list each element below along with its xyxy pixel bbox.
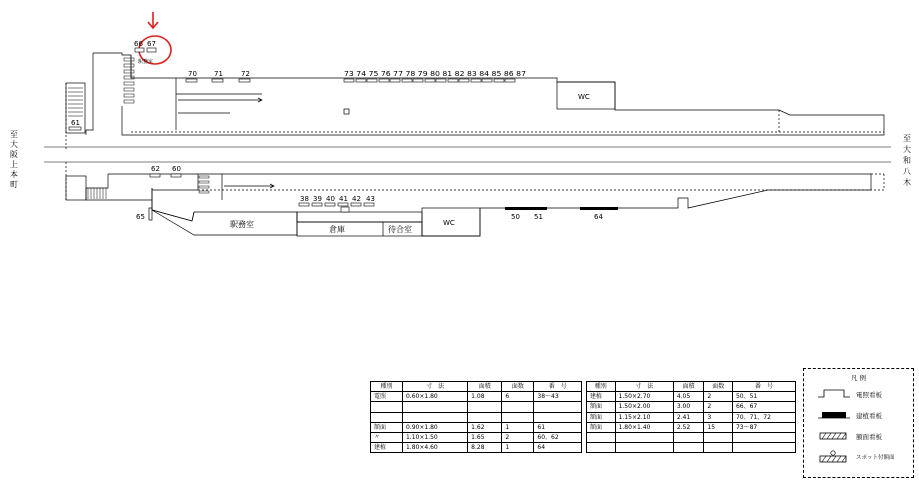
legend-label: スポット付額面 (856, 455, 895, 461)
table-cell: 73～87 (732, 422, 795, 432)
legend-label: 電照看板 (856, 391, 882, 399)
table-row (371, 432, 582, 442)
sign-label-50: 50 (511, 213, 520, 221)
table-header: 種別 (371, 382, 403, 392)
wc-lower-label: WC (443, 219, 455, 227)
direction-left-char-0: 至 (10, 130, 18, 139)
direction-left-char-5: 町 (10, 180, 18, 189)
table-cell: 50、51 (732, 392, 795, 402)
table-row (587, 412, 796, 422)
table-cell: 38～43 (534, 392, 582, 402)
table-cell (371, 412, 403, 422)
table-cell: 1.10×1.50 (402, 432, 467, 442)
direction-right-char-1: 大 (903, 145, 911, 154)
legend-item-built (816, 408, 911, 422)
legend-box (803, 368, 914, 478)
table-cell: 4.05 (673, 392, 704, 402)
storage-label: 倉庫 (329, 225, 345, 234)
illuminated-sign-icon (816, 387, 852, 399)
table-cell: 1 (502, 443, 534, 453)
table-cell: 1.80×4.60 (402, 443, 467, 453)
table-cell: 61 (534, 422, 582, 432)
sign-label-43: 43 (366, 195, 375, 203)
sign-label-72: 72 (241, 70, 250, 78)
legend-item-illuminated (816, 387, 911, 401)
sign-label-40: 40 (326, 195, 335, 203)
table-cell (704, 432, 733, 442)
spot-framed-sign-icon (816, 450, 852, 464)
table-cell: 64 (534, 443, 582, 453)
table-cell (587, 432, 616, 442)
legend-item-spot (816, 450, 911, 464)
built-sign-icon (816, 408, 852, 420)
direction-left-char-2: 阪 (10, 150, 18, 159)
table-cell: 3.00 (673, 402, 704, 412)
sign-label-73-87: 73 74 75 76 77 78 79 80 81 82 83 84 85 86 87 (344, 70, 526, 78)
upper-signboards (69, 48, 515, 130)
framed-sign-icon (816, 429, 852, 441)
table-header: 面数 (502, 382, 534, 392)
table-cell (587, 443, 616, 453)
legend-label: 建植看板 (856, 412, 882, 420)
table-cell: 額面 (587, 402, 616, 412)
sign-label-38: 38 (300, 195, 309, 203)
table-cell (502, 402, 534, 412)
direction-right (903, 134, 911, 187)
sign-label-42: 42 (352, 195, 361, 203)
table-row (587, 402, 796, 412)
table-cell: 60、62 (534, 432, 582, 442)
sign-label-67: 67 (147, 40, 156, 48)
table-row (371, 392, 582, 402)
table-header-row (587, 382, 796, 392)
table-cell: 1.65 (468, 432, 502, 442)
table-row (587, 432, 796, 442)
table-cell (502, 412, 534, 422)
table-cell: 電照 (371, 392, 403, 402)
table-cell: 建植 (371, 443, 403, 453)
table-cell: 2.52 (673, 422, 704, 432)
table-cell: 6 (502, 392, 534, 402)
sign-table-left (370, 381, 582, 453)
table-row (371, 422, 582, 432)
table-cell: 1.50×2.70 (615, 392, 673, 402)
sign-label-41: 41 (339, 195, 348, 203)
lower-stairs (88, 176, 209, 199)
table-header: 種別 (587, 382, 616, 392)
direction-right-char-3: 八 (903, 167, 911, 176)
table-cell (615, 432, 673, 442)
table-row (371, 443, 582, 453)
table-cell: 0.60×1.80 (402, 392, 467, 402)
table-cell (673, 432, 704, 442)
station-office-small-label: 駅務室 (138, 59, 154, 65)
table-cell: 1.08 (468, 392, 502, 402)
table-row (587, 422, 796, 432)
table-header: 面数 (704, 382, 733, 392)
table-row (587, 443, 796, 453)
wc-upper-label: WC (578, 93, 590, 101)
table-cell (468, 402, 502, 412)
table-cell: 0.90×1.80 (402, 422, 467, 432)
direction-left-char-4: 本 (10, 170, 18, 179)
table-cell: 2 (704, 402, 733, 412)
table-header: 寸 法 (402, 382, 467, 392)
sign-label-64: 64 (594, 213, 603, 221)
table-cell: 額面 (587, 412, 616, 422)
table-cell (402, 402, 467, 412)
waiting-room-label: 待合室 (388, 225, 412, 234)
sign-label-39: 39 (313, 195, 322, 203)
table-row (371, 402, 582, 412)
sign-label-65: 65 (136, 213, 145, 221)
table-cell: 2 (704, 392, 733, 402)
sign-label-51: 51 (534, 213, 543, 221)
table-cell: 1.50×2.00 (615, 402, 673, 412)
table-cell (534, 412, 582, 422)
upper-stairs (68, 58, 134, 116)
table-cell: 建植 (587, 392, 616, 402)
sign-label-62: 62 (151, 165, 160, 173)
table-row (587, 392, 796, 402)
upper-platform (66, 53, 884, 150)
direction-left-char-1: 大 (10, 140, 18, 149)
table-cell: 額面 (587, 422, 616, 432)
table-cell: 8.28 (468, 443, 502, 453)
table-cell (534, 402, 582, 412)
table-header-row (371, 382, 582, 392)
station-office-label: 駅務室 (230, 220, 254, 229)
table-cell (371, 402, 403, 412)
legend-label: 額面看板 (856, 433, 882, 441)
direction-right-char-4: 木 (903, 178, 911, 187)
sign-label-66: 66 (134, 40, 143, 48)
direction-left-char-3: 上 (10, 160, 18, 169)
highlight-marker (139, 12, 171, 64)
lower-built-signs (505, 207, 618, 210)
sign-label-61: 61 (71, 119, 80, 127)
table-header: 番 号 (534, 382, 582, 392)
table-cell: 1.62 (468, 422, 502, 432)
table-header: 面積 (468, 382, 502, 392)
table-cell (615, 443, 673, 453)
sign-label-71: 71 (214, 70, 223, 78)
table-header: 寸 法 (615, 382, 673, 392)
table-cell: 1 (502, 422, 534, 432)
sign-label-60: 60 (172, 165, 181, 173)
table-cell (732, 432, 795, 442)
sign-table-right (586, 381, 796, 453)
table-cell: 1.80×1.40 (615, 422, 673, 432)
lower-platform (66, 162, 884, 236)
table-cell (673, 443, 704, 453)
table-cell: 〃 (371, 432, 403, 442)
direction-left (10, 130, 18, 189)
table-cell: 2 (502, 432, 534, 442)
table-cell: 66、67 (732, 402, 795, 412)
legend-title: 凡 例 (850, 374, 867, 382)
legend-item-framed (816, 429, 911, 443)
table-header: 番 号 (732, 382, 795, 392)
sign-label-70: 70 (188, 70, 197, 78)
table-cell: 2.41 (673, 412, 704, 422)
table-cell: 額面 (371, 422, 403, 432)
track-lines (44, 147, 891, 162)
table-cell (732, 443, 795, 453)
table-cell (468, 412, 502, 422)
table-cell: 15 (704, 422, 733, 432)
table-cell (704, 443, 733, 453)
table-cell: 70、71、72 (732, 412, 795, 422)
table-cell: 1.15×2.10 (615, 412, 673, 422)
table-cell: 3 (704, 412, 733, 422)
lower-signboards (150, 174, 374, 212)
table-header: 面積 (673, 382, 704, 392)
table-cell (402, 412, 467, 422)
direction-right-char-0: 至 (903, 134, 911, 143)
direction-right-char-2: 和 (903, 156, 911, 165)
table-row (371, 412, 582, 422)
